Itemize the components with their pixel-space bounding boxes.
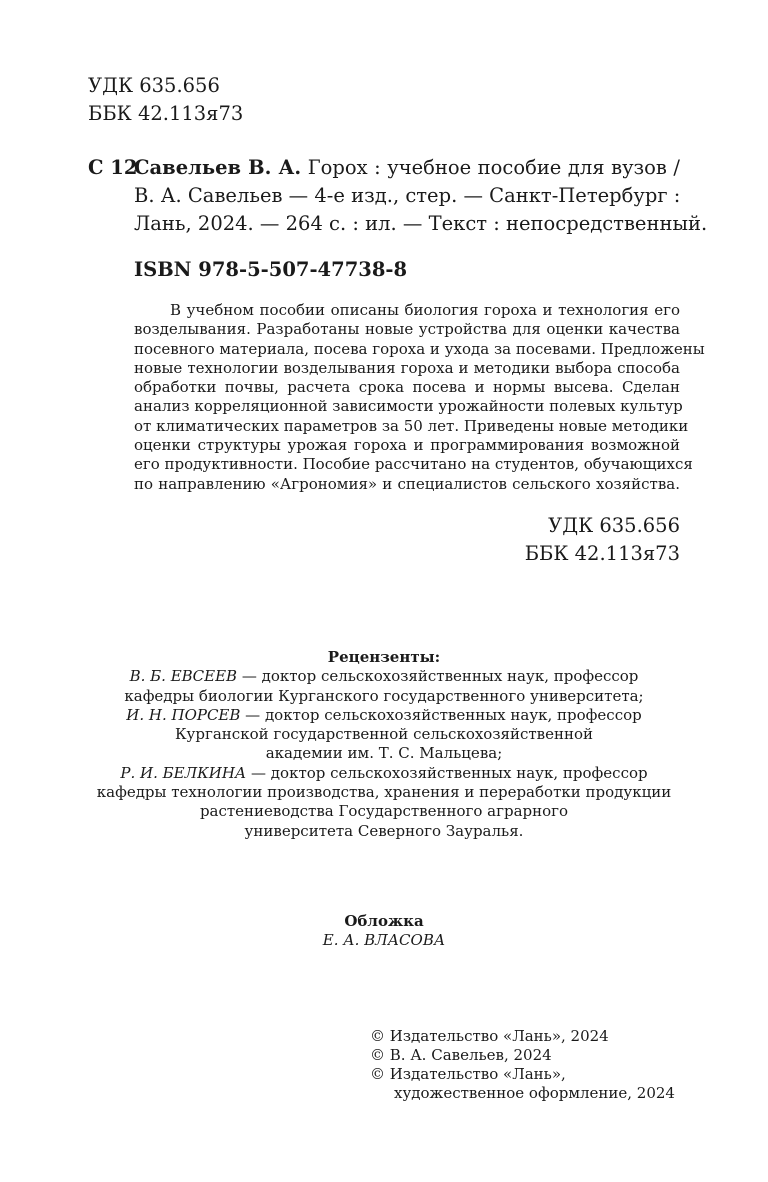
abstract-line: возделывания. Разработаны новые устройства для оценки качества [134,320,680,339]
abstract-line: от климатических параметров за 50 лет. Приведены новые методики [134,416,689,435]
bibliographic-record [134,154,708,238]
biblio-line-3: Лань, 2024. — 264 с. : ил. — Текст : непосредственный. [134,212,708,235]
udk-bbk-bottom [525,512,680,568]
udk-code: УДК 635.656 [548,514,680,537]
isbn: ISBN 978-5-507-47738-8 [134,258,408,281]
cover-credit [0,912,768,951]
reviewer-3-affiliation: растениеводства Государственного аграрного [199,802,569,821]
reviewers-heading: Рецензенты: [327,648,441,666]
bbk-code: ББК 42.113я73 [88,102,244,125]
copyright-block [370,1027,675,1103]
abstract-line: анализ корреляционной зависимости урожайности полевых культур [134,397,683,416]
copyright-line: © Издательство «Лань», [370,1065,566,1083]
cover-designer: Е. А. ВЛАСОВА [322,931,446,950]
author-name: Савельев В. А. [134,156,302,179]
abstract-line: новые технологии возделывания гороха и методики выбора способа [134,358,680,377]
title-text: Горох : учебное пособие для вузов / [307,156,680,179]
reviewer-3-affiliation: кафедры технологии производства, хранения и переработки продукции [96,783,672,802]
reviewer-title: — доктор сельскохозяйственных наук, профессор [240,705,642,724]
abstract-line: по направлению «Агрономия» и специалистов сельского хозяйства. [134,474,680,493]
reviewer-3-affiliation: университета Северного Зауралья. [244,821,524,840]
reviewer-title: — доктор сельскохозяйственных наук, профессор [237,667,639,686]
abstract-line: обработки почвы, расчета срока посева и нормы высева. Сделан [134,378,680,397]
abstract [134,301,705,494]
reviewer-2 [0,706,768,725]
abstract-line: оценки структуры урожая гороха и программирования возможной [134,436,680,455]
reviewer-name: И. Н. ПОРСЕВ [126,705,241,724]
abstract-line: В учебном пособии описаны биология гороха и технология его [170,301,680,319]
abstract-line: посевного материала, посева гороха и ухода за посевами. Предложены [134,339,705,358]
copyright-line: © В. А. Савельев, 2024 [370,1046,552,1064]
biblio-line-2: В. А. Савельев — 4-е изд., стер. — Санкт-Петербург : [134,184,681,207]
cover-heading: Обложка [344,912,424,930]
abstract-line: его продуктивности. Пособие рассчитано на студентов, обучающихся [134,455,693,474]
bbk-code: ББК 42.113я73 [524,542,680,565]
reviewer-2-affiliation: академии им. Т. С. Мальцева; [265,744,503,763]
reviewer-1-affiliation: кафедры биологии Курганского государственного университета; [124,686,644,705]
udk-code: УДК 635.656 [88,74,220,97]
reviewer-3 [0,764,768,783]
reviewer-1 [0,667,768,686]
biblio-line-1 [134,154,680,182]
copyright-line: © Издательство «Лань», 2024 [370,1027,609,1045]
reviewer-name: В. Б. ЕВСЕЕВ [129,667,238,686]
reviewers-block [0,648,768,841]
udk-bbk-top [88,72,243,128]
reviewer-name: Р. И. БЕЛКИНА [120,763,247,782]
copyright-line: художественное оформление, 2024 [394,1084,675,1102]
reviewer-2-affiliation: Курганской государственной сельскохозяйственной [174,725,594,744]
reviewer-title: — доктор сельскохозяйственных наук, профессор [246,763,648,782]
author-mark: С 12 [88,156,138,179]
